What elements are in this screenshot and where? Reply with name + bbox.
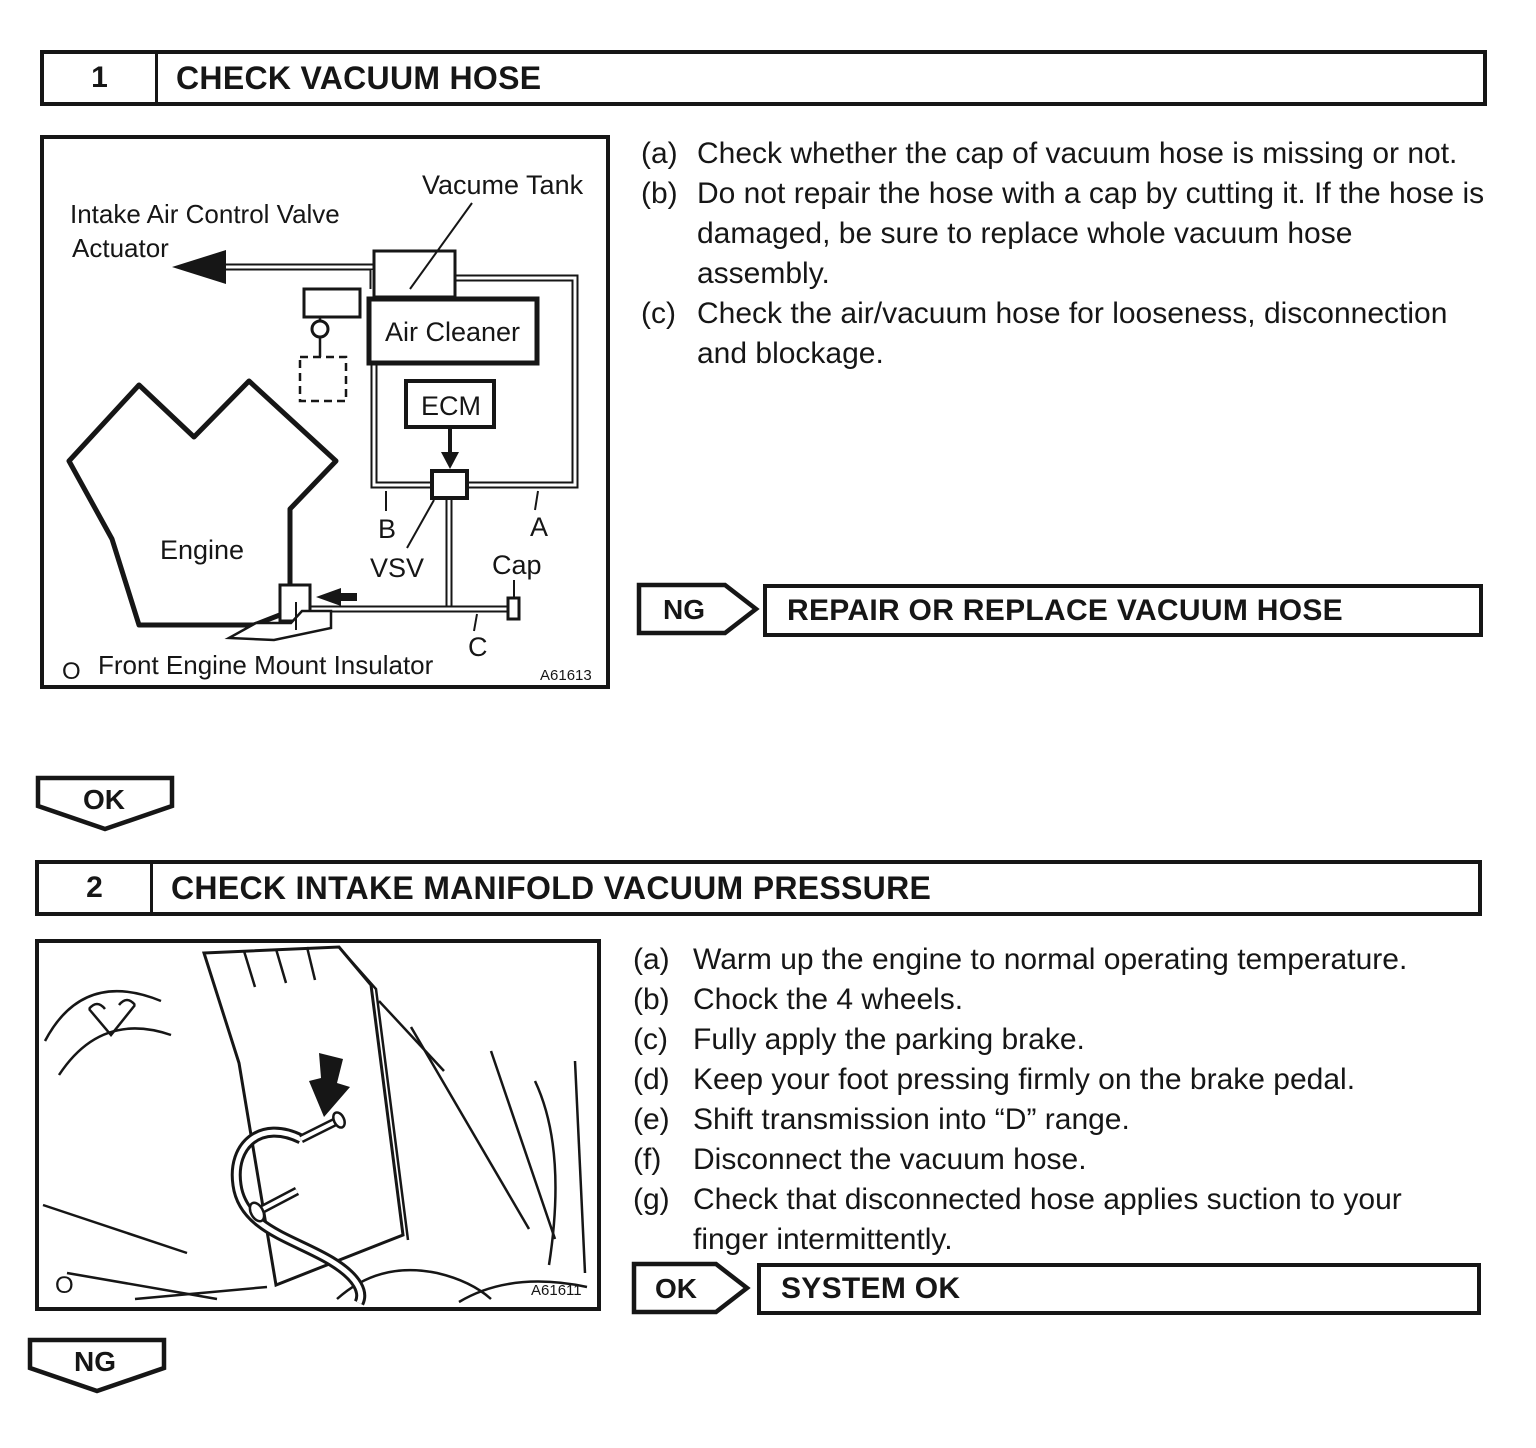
instruction-row [641,294,1501,374]
left-arrow-icon [172,250,226,284]
figure-vacuum-hose-diagram [40,135,610,689]
instruction-label: (c) [641,297,676,330]
instruction-row [633,980,1483,1020]
instruction-row [633,1020,1483,1060]
valve-icon [312,321,328,337]
ok-down-arrow [35,775,175,833]
step2-instruction-list [633,940,1483,1260]
point-b-label: B [378,514,397,544]
figure-engine-bay [35,939,601,1311]
ng-flow-arrow [636,582,760,636]
ng-down-arrow [27,1337,167,1395]
instruction-text: Warm up the engine to normal operating temperature. [693,943,1408,976]
instruction-row [641,134,1501,174]
instruction-label: (a) [641,137,678,170]
instruction-row [633,1140,1483,1180]
step1-number: 1 [44,54,158,102]
hose-pointer-arrow-icon [309,1053,350,1117]
engine-label: Engine [160,535,245,565]
cap-fitting [508,598,519,619]
instruction-text: Do not repair the hose with a cap by cutting it. If the hose is damaged, be sure to replace whole vacuum hose assembly. [697,177,1485,290]
step1-instruction-list [641,134,1501,374]
junction-box [304,289,360,317]
step2-header [35,860,1482,916]
instruction-text: Keep your foot pressing firmly on the brake pedal. [693,1063,1356,1096]
instruction-row [633,1180,1483,1260]
ng-flow-arrow-label: NG [663,594,705,625]
instruction-label: (c) [633,1023,668,1056]
instruction-text: Check that disconnected hose applies suction to your finger intermittently. [693,1183,1402,1256]
instruction-row [633,1100,1483,1140]
instruction-row [633,940,1483,980]
action-box-system-ok [757,1263,1481,1315]
vsv-box [432,471,467,498]
instruction-text: Check whether the cap of vacuum hose is missing or not. [697,137,1458,170]
dashed-component-box [300,357,346,401]
instruction-text: Check the air/vacuum hose for looseness, disconnection and blockage. [697,297,1448,370]
instruction-label: (a) [633,943,670,976]
down-arrow-icon [441,452,459,469]
ok-flow-arrow [631,1261,751,1315]
vacuum-hose-schematic [44,139,606,685]
figure1-id: A61613 [540,667,592,684]
instruction-text: Fully apply the parking brake. [693,1023,1085,1056]
mount-arrow-icon [316,588,341,606]
step2-number: 2 [39,864,153,912]
intake-valve-label-line2: Actuator [72,233,169,263]
instruction-label: (f) [633,1143,662,1176]
mount-label: Front Engine Mount Insulator [98,650,434,680]
instruction-text: Disconnect the vacuum hose. [693,1143,1087,1176]
vacuum-tank-label: Vacume Tank [422,170,584,200]
figure1-corner-mark: O [62,658,81,685]
figure2-id: A61611 [531,1282,582,1299]
vsv-label: VSV [370,553,425,583]
instruction-label: (b) [633,983,670,1016]
system-ok-action-label: SYSTEM OK [781,1272,961,1305]
ecm-label: ECM [421,391,481,421]
action-box-repair [763,584,1483,637]
step1-title: CHECK VACUUM HOSE [176,59,542,96]
vacuum-tank-box [374,251,455,297]
instruction-label: (e) [633,1103,670,1136]
point-a-label: A [530,512,549,542]
intake-valve-label-line1: Intake Air Control Valve [70,199,340,229]
air-cleaner-label: Air Cleaner [385,317,521,347]
instruction-label: (d) [633,1063,670,1096]
instruction-row [633,1060,1483,1100]
engine-bay-illustration [39,943,597,1307]
instruction-label: (g) [633,1183,670,1216]
figure2-corner-mark: O [55,1272,74,1299]
step1-header [40,50,1487,106]
instruction-label: (b) [641,177,678,210]
point-c-label: C [468,632,488,662]
ok-flow-arrow-label: OK [655,1273,697,1304]
repair-action-label: REPAIR OR REPLACE VACUUM HOSE [787,593,1343,627]
instruction-text: Chock the 4 wheels. [693,983,964,1016]
instruction-text: Shift transmission into “D” range. [693,1103,1130,1136]
ok-down-arrow-label: OK [83,784,125,815]
step2-title: CHECK INTAKE MANIFOLD VACUUM PRESSURE [171,869,932,906]
cap-label: Cap [492,550,542,580]
ng-down-arrow-label: NG [74,1346,116,1377]
instruction-row [641,174,1501,294]
